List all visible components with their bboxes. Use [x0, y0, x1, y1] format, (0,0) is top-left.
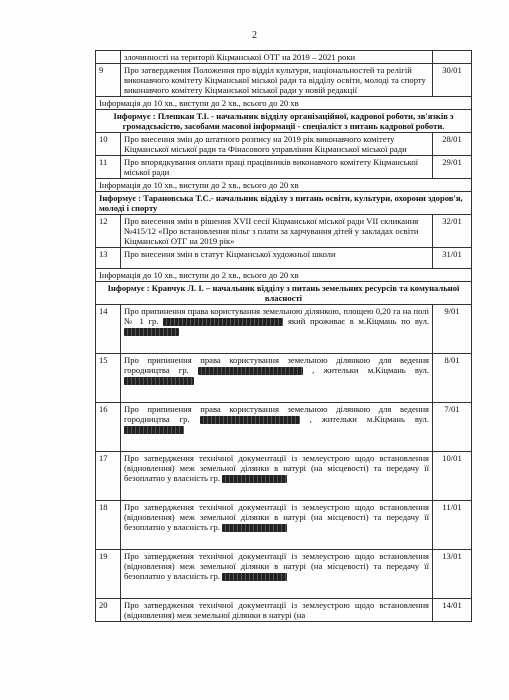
item-number: 19 — [96, 550, 121, 599]
item-doc-number: 13/01 — [433, 550, 472, 599]
table-row — [96, 599, 472, 622]
table-row — [96, 452, 472, 501]
item-title: Про затвердження технічної документації із землеустрою щодо встановлення (відновлення) меж земельної ділянки в натурі (на місцевості) та передачу її безоплатно у власність гр. — [121, 501, 433, 550]
redacted-name — [200, 416, 300, 424]
item-title: Про припинення права користування земельною ділянкою для ведення городництва гр. , жительки м.Кіцмань вул. — [121, 403, 433, 452]
item-title: Про внесення змін в рішення XVII сесії Кіцманської міської ради VII скликання №415/12 «Про встановлення пільг з плати за харчування дітей у закладах освіти Кіцманської ОТГ на 2019 рік» — [121, 215, 433, 248]
redacted-name — [198, 367, 303, 375]
speaker-text: Інформує : Плешкан Т.І. - начальник відділу організаційної, кадрової роботи, зв'язків з громадськістю, засобами масової інформації - спеціаліст з питань кадрової роботи. — [96, 110, 472, 133]
info-text: Інформація до 10 хв., виступи до 2 хв., всього до 20 хв — [96, 97, 472, 110]
item-number: 17 — [96, 452, 121, 501]
item-number: 15 — [96, 354, 121, 403]
item-number: 18 — [96, 501, 121, 550]
speaker-row — [96, 192, 472, 215]
item-doc-number: 31/01 — [433, 248, 472, 269]
table-row — [96, 156, 472, 179]
redacted-name — [222, 524, 287, 532]
item-doc-number: 28/01 — [433, 133, 472, 156]
item-doc-number: 9/01 — [433, 305, 472, 354]
item-title: Про затвердження технічної документації із землеустрою щодо встановлення (відновлення) меж земельної ділянки в натурі (на місцевості) та передачу її безоплатно у власність гр. — [121, 452, 433, 501]
redacted-name — [222, 475, 287, 483]
item-doc-number: 11/01 — [433, 501, 472, 550]
speaker-text: Інформує : Кравчук Л. І. – начальник відділу з питань земельних ресурсів та комунальної власності — [96, 282, 472, 305]
page-number: 2 — [252, 30, 257, 41]
item-doc-number: 7/01 — [433, 403, 472, 452]
item-doc-number: 32/01 — [433, 215, 472, 248]
item-number: 9 — [96, 64, 121, 97]
redacted-address — [124, 377, 194, 385]
item-number: 10 — [96, 133, 121, 156]
speaker-text: Інформує : Тарановська Т.С.- начальник відділу з питань освіти, культури, охорони здоров'я, молоді і спорту — [96, 192, 472, 215]
speaker-row — [96, 110, 472, 133]
info-row — [96, 179, 472, 192]
table-row — [96, 354, 472, 403]
table-row — [96, 550, 472, 599]
item-number: 11 — [96, 156, 121, 179]
item-number: 16 — [96, 403, 121, 452]
item-title: Про затвердження Положення про відділ культури, національностей та релігій виконавчого комітету Кіцманської міської ради та відділу освіти, молоді та спорту виконавчого комітету Кіцманської міської ради у новій редакції — [121, 64, 433, 97]
table-row — [96, 64, 472, 97]
item-number: 14 — [96, 305, 121, 354]
item-title: злочинності на території Кіцманської ОТГ на 2019 – 2021 роки — [121, 51, 433, 64]
item-title: Про припинення права користування земельною ділянкою, площею 0,20 га на полі № 1 гр. який проживає в м.Кіцмань по вул. — [121, 305, 433, 354]
redacted-address — [124, 426, 184, 434]
table-row — [96, 215, 472, 248]
table-row — [96, 133, 472, 156]
item-title: Про внесення змін до штатного розпису на 2019 рік виконавчого комітету Кіцманської міської ради та Фінасового управління Кіцманської міської ради — [121, 133, 433, 156]
item-number: 13 — [96, 248, 121, 269]
item-title: Про затвердження технічної документації із землеустрою щодо встановлення (відновлення) меж земельної ділянки в натурі (на місцевості) та передачу її безоплатно у власність гр. — [121, 550, 433, 599]
item-doc-number: 8/01 — [433, 354, 472, 403]
item-number: 12 — [96, 215, 121, 248]
agenda-table — [95, 50, 472, 622]
redacted-name — [222, 573, 287, 581]
item-doc-number: 30/01 — [433, 64, 472, 97]
info-row — [96, 97, 472, 110]
item-number: 20 — [96, 599, 121, 622]
item-doc-number: 29/01 — [433, 156, 472, 179]
item-title: Про припинення права користування земельною ділянкою для ведення городництва гр. , жительки м.Кіцмань вул. — [121, 354, 433, 403]
table-row — [96, 51, 472, 64]
item-title: Про впорядкування оплати праці працівників виконавчого комітету Кіцманської міської ради — [121, 156, 433, 179]
table-row — [96, 305, 472, 354]
item-doc-number: 14/01 — [433, 599, 472, 622]
item-title: Про затвердження технічної документації із землеустрою щодо встановлення (відновлення) меж земельної ділянки в натурі (на — [121, 599, 433, 622]
table-row — [96, 403, 472, 452]
table-row — [96, 501, 472, 550]
info-text: Інформація до 10 хв., виступи до 2 хв., всього до 20 хв — [96, 269, 472, 282]
item-doc-number: 10/01 — [433, 452, 472, 501]
redacted-name — [163, 318, 283, 326]
table-row — [96, 248, 472, 269]
speaker-row — [96, 282, 472, 305]
info-text: Інформація до 10 хв., виступи до 2 хв., всього до 20 хв — [96, 179, 472, 192]
item-title: Про внесення змін в статут Кіцманської художньої школи — [121, 248, 433, 269]
redacted-address — [124, 328, 179, 336]
info-row — [96, 269, 472, 282]
